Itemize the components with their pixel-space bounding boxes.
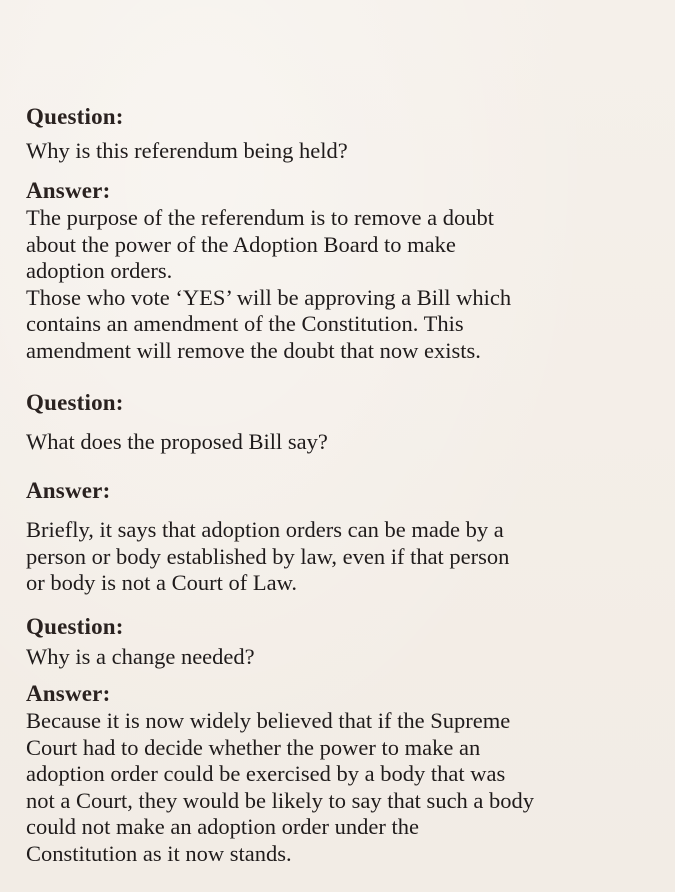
answer-label-1 bbox=[26, 178, 666, 204]
question-label-2 bbox=[26, 390, 666, 416]
question-label-1 bbox=[26, 104, 666, 130]
answer-heading: Answer: bbox=[26, 478, 111, 503]
question-text: Why is this referendum being held? bbox=[26, 138, 348, 163]
question-text-1 bbox=[26, 138, 666, 165]
answer-text: The purpose of the referendum is to remove a doubt about the power of the Adoption Board to make adoption orders. Those who vote ‘YES’ will be approving a Bill which contains an amendment of the Constitution. This amendment will remove the doubt that now exists. bbox=[26, 205, 512, 363]
answer-text-3 bbox=[26, 708, 666, 867]
answer-heading: Answer: bbox=[26, 681, 111, 706]
answer-heading: Answer: bbox=[26, 178, 111, 203]
question-text-3 bbox=[26, 644, 666, 671]
question-text: Why is a change needed? bbox=[26, 644, 255, 669]
answer-text-1 bbox=[26, 205, 666, 364]
question-heading: Question: bbox=[26, 390, 124, 415]
question-label-3 bbox=[26, 614, 666, 640]
question-text: What does the proposed Bill say? bbox=[26, 429, 328, 454]
answer-label-3 bbox=[26, 681, 666, 707]
answer-label-2 bbox=[26, 478, 666, 504]
question-heading: Question: bbox=[26, 614, 124, 639]
question-heading: Question: bbox=[26, 104, 124, 129]
answer-text: Because it is now widely believed that if the Supreme Court had to decide whether the power to make an adoption order could be exercised by a body that was not a Court, they would be likely to say that such a body could not make an adoption order under the Constitution as it now stands. bbox=[26, 708, 535, 866]
answer-text: Briefly, it says that adoption orders can be made by a person or body established by law, even if that person or body is not a Court of Law. bbox=[26, 517, 510, 595]
answer-text-2 bbox=[26, 517, 666, 597]
question-text-2 bbox=[26, 429, 666, 456]
